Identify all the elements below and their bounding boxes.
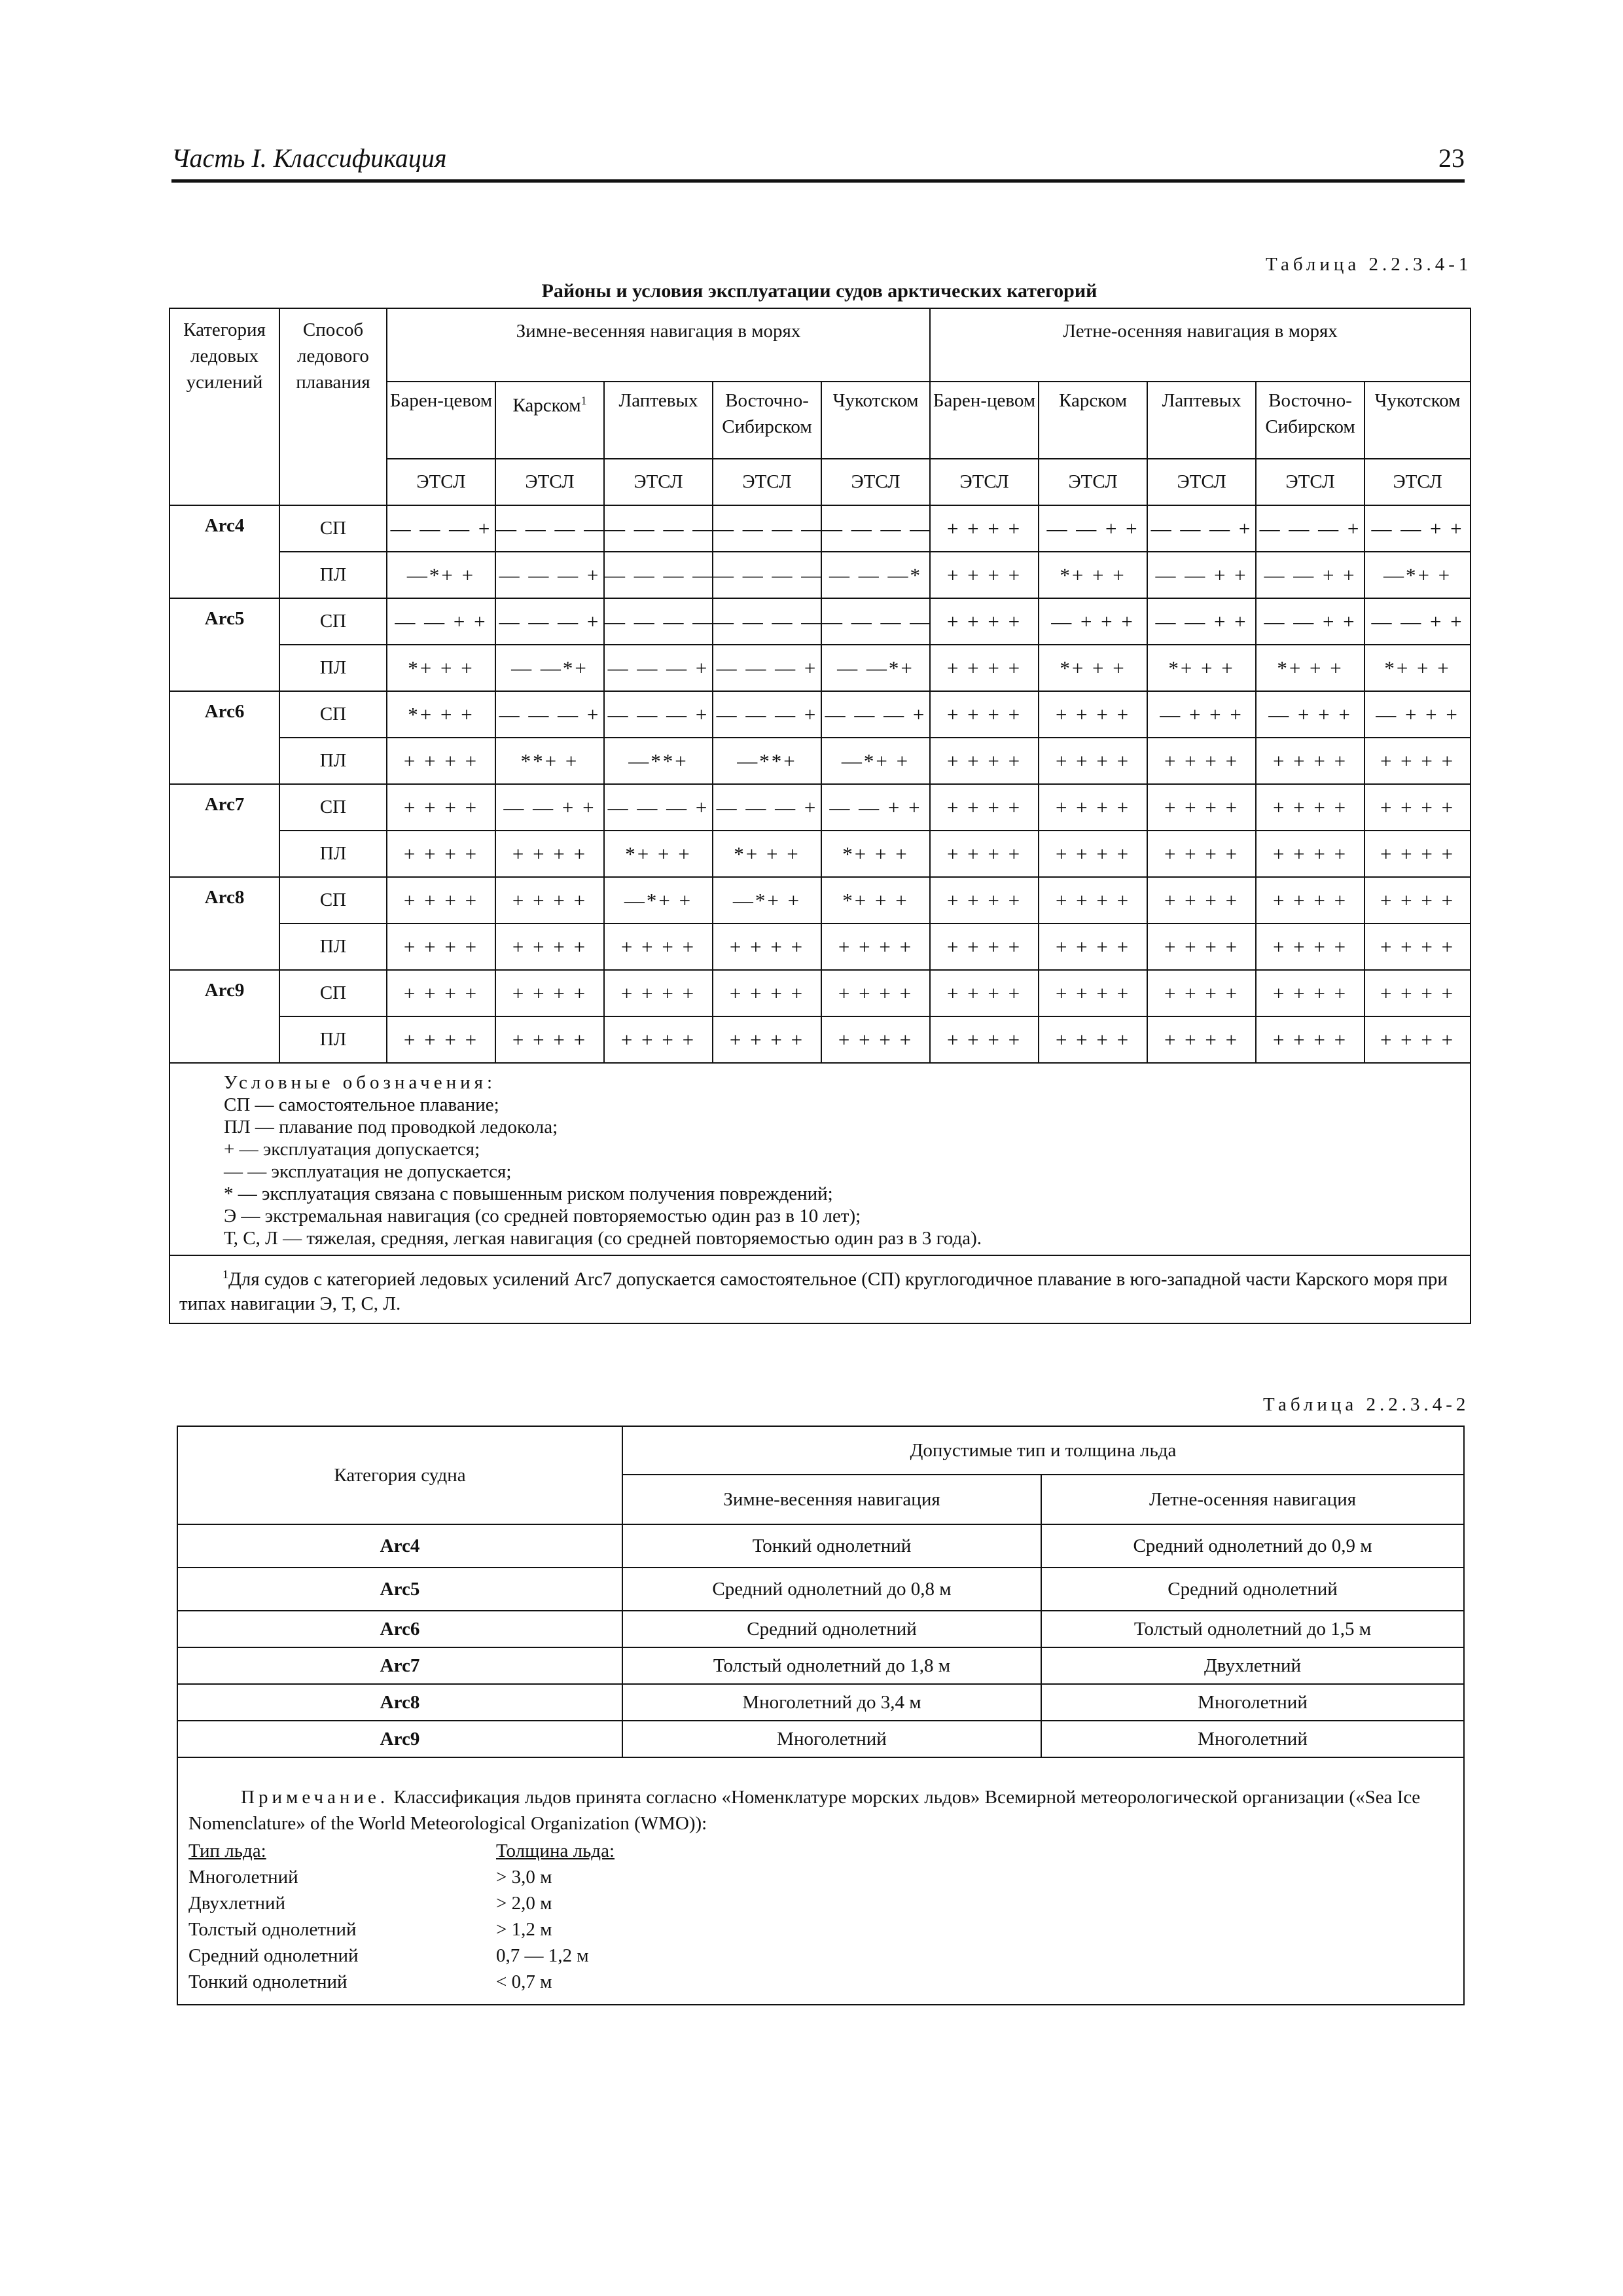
value-cell: — — — — [713, 598, 821, 645]
sea-header-winter-2: Лаптевых [604, 382, 713, 459]
value-cell: — —*+ [495, 645, 604, 691]
sea-header-summer-0: Барен-цевом [930, 382, 1039, 459]
method-cell: ПЛ [279, 738, 387, 784]
ice-type-heading: Тип льда: [188, 1840, 266, 1861]
ice-value-cell: Многолетний [1041, 1721, 1464, 1757]
value-cell: — — + + [1147, 598, 1256, 645]
ice-value-cell: Средний однолетний [622, 1611, 1041, 1647]
footnote-ref: 1 [580, 394, 587, 407]
ice-value-cell: Тонкий однолетний [622, 1524, 1041, 1568]
ice-thickness: > 2,0 м [496, 1893, 552, 1914]
method-cell: СП [279, 877, 387, 924]
value-cell: — — — + [495, 598, 604, 645]
group-header-summer: Летне-осенняя навигация в морях [930, 308, 1471, 382]
legend-cell [169, 1063, 1471, 1255]
value-cell: — — — + [495, 552, 604, 598]
note-heading: Примечание. [241, 1787, 389, 1808]
value-cell: — — + + [1256, 552, 1364, 598]
value-cell: + + + + [930, 738, 1039, 784]
value-cell: + + + + [1039, 1016, 1147, 1063]
ice-class-cell: Arc5 [169, 598, 279, 691]
table-row [169, 831, 1471, 877]
ice-value-cell: Средний однолетний [1041, 1568, 1464, 1611]
value-cell: — — — — [713, 552, 821, 598]
method-cell: СП [279, 598, 387, 645]
table-row [177, 1684, 1464, 1721]
method-cell: СП [279, 784, 387, 831]
value-cell: — — + + [1147, 552, 1256, 598]
value-cell: + + + + [495, 924, 604, 970]
col-header-category: Категория ледовых усилений [169, 308, 279, 505]
value-cell: + + + + [1364, 784, 1471, 831]
ice-value-cell: Толстый однолетний до 1,8 м [622, 1647, 1041, 1684]
sub-header-etsl: ЭТСЛ [604, 459, 713, 505]
ship-category-cell: Arc6 [177, 1611, 622, 1647]
value-cell: + + + + [495, 831, 604, 877]
value-cell: + + + + [1364, 738, 1471, 784]
ship-category-cell: Arc5 [177, 1568, 622, 1611]
value-cell: — — — + [604, 691, 713, 738]
method-cell: ПЛ [279, 924, 387, 970]
value-cell: — — — — [604, 552, 713, 598]
value-cell: + + + + [713, 924, 821, 970]
value-cell: — — + + [821, 784, 930, 831]
value-cell: — — — — [713, 505, 821, 552]
value-cell: — — — — [821, 598, 930, 645]
value-cell: — + + + [1039, 598, 1147, 645]
table-row [169, 645, 1471, 691]
sub-header-etsl: ЭТСЛ [821, 459, 930, 505]
value-cell: — + + + [1256, 691, 1364, 738]
value-cell: + + + + [930, 924, 1039, 970]
value-cell: *+ + + [387, 645, 495, 691]
table-row [169, 691, 1471, 738]
sea-header-winter-0: Барен-цевом [387, 382, 495, 459]
value-cell: + + + + [1147, 831, 1256, 877]
value-cell: —*+ + [1364, 552, 1471, 598]
value-cell: + + + + [930, 645, 1039, 691]
sea-header-summer-3: Восточно-Сибирском [1256, 382, 1364, 459]
method-cell: ПЛ [279, 831, 387, 877]
value-cell: — + + + [1364, 691, 1471, 738]
sub-header-etsl: ЭТСЛ [1039, 459, 1147, 505]
value-cell: — — — + [713, 784, 821, 831]
value-cell: + + + + [604, 924, 713, 970]
ship-category-cell: Arc7 [177, 1647, 622, 1684]
value-cell: — + + + [1147, 691, 1256, 738]
ice-type: Двухлетний [188, 1893, 286, 1914]
value-cell: + + + + [1147, 784, 1256, 831]
value-cell: + + + + [1364, 970, 1471, 1016]
value-cell: + + + + [387, 970, 495, 1016]
value-cell: + + + + [495, 1016, 604, 1063]
page-header [171, 143, 1465, 183]
table-ice-types [177, 1426, 1465, 2005]
value-cell: + + + + [604, 1016, 713, 1063]
value-cell: + + + + [387, 1016, 495, 1063]
ice-type: Тонкий однолетний [188, 1971, 348, 1992]
value-cell: + + + + [1147, 924, 1256, 970]
value-cell: — — — + [713, 691, 821, 738]
value-cell: —*+ + [713, 877, 821, 924]
value-cell: — — — + [604, 784, 713, 831]
value-cell: — — — + [713, 645, 821, 691]
value-cell: — — — — [604, 505, 713, 552]
sub-header-etsl: ЭТСЛ [495, 459, 604, 505]
ice-class-cell: Arc8 [169, 877, 279, 970]
value-cell: + + + + [930, 831, 1039, 877]
value-cell: *+ + + [1256, 645, 1364, 691]
sea-header-winter-1: Карском$^1$ [495, 382, 604, 459]
value-cell: + + + + [1256, 831, 1364, 877]
table-row [169, 738, 1471, 784]
value-cell: + + + + [1147, 970, 1256, 1016]
value-cell: + + + + [1147, 738, 1256, 784]
ice-class-cell: Arc6 [169, 691, 279, 784]
value-cell: *+ + + [387, 691, 495, 738]
value-cell: + + + + [821, 1016, 930, 1063]
value-cell: *+ + + [1039, 552, 1147, 598]
method-cell: ПЛ [279, 645, 387, 691]
value-cell: *+ + + [821, 877, 930, 924]
group-header-winter: Зимне-весенняя навигация в морях [387, 308, 930, 382]
legend-item: Т, С, Л — тяжелая, средняя, легкая навигация (со средней повторяемостью один раз в 3 года). [224, 1228, 982, 1249]
ice-class-cell: Arc7 [169, 784, 279, 877]
value-cell: — — + + [1039, 505, 1147, 552]
value-cell: + + + + [821, 970, 930, 1016]
value-cell: + + + + [930, 877, 1039, 924]
value-cell: + + + + [387, 924, 495, 970]
note-text: Классификация льдов принята согласно «Номенклатуре морских льдов» Всемирной метеорологической организации («Sea Ice Nomenclature» of the World Meteorological Organization (WMO)): [188, 1787, 1421, 1834]
value-cell: + + + + [713, 1016, 821, 1063]
value-cell: *+ + + [1364, 645, 1471, 691]
value-cell: + + + + [1364, 924, 1471, 970]
ice-thickness: > 1,2 м [496, 1919, 552, 1940]
value-cell: + + + + [1039, 877, 1147, 924]
legend-item: — — эксплуатация не допускается; [224, 1161, 512, 1182]
table-row [169, 970, 1471, 1016]
sub-header-etsl: ЭТСЛ [1147, 459, 1256, 505]
table-arctic-regions [169, 308, 1471, 1324]
value-cell: — — — + [604, 645, 713, 691]
value-cell: + + + + [1256, 924, 1364, 970]
sub-header-etsl: ЭТСЛ [930, 459, 1039, 505]
value-cell: — — + + [1364, 598, 1471, 645]
footnote-cell [169, 1255, 1471, 1323]
value-cell: + + + + [1039, 970, 1147, 1016]
value-cell: + + + + [387, 784, 495, 831]
value-cell: + + + + [1039, 738, 1147, 784]
sea-header-summer-1: Карском [1039, 382, 1147, 459]
table-row [177, 1611, 1464, 1647]
sea-header-summer-4: Чукотском [1364, 382, 1471, 459]
value-cell: + + + + [821, 924, 930, 970]
method-cell: СП [279, 691, 387, 738]
method-cell: СП [279, 970, 387, 1016]
value-cell: + + + + [930, 1016, 1039, 1063]
sea-header-winter-4: Чукотском [821, 382, 930, 459]
ice-thickness: > 3,0 м [496, 1867, 552, 1888]
footnote-mark: 1 [223, 1268, 228, 1281]
table-row [169, 924, 1471, 970]
legend-item: СП — самостоятельное плавание; [224, 1094, 499, 1115]
table1-title: Районы и условия эксплуатации судов арктических категорий [541, 280, 1097, 302]
ice-type: Многолетний [188, 1867, 298, 1888]
method-cell: ПЛ [279, 1016, 387, 1063]
value-cell: — — — — [604, 598, 713, 645]
sea-header-winter-3: Восточно-Сибирском [713, 382, 821, 459]
value-cell: + + + + [1364, 877, 1471, 924]
table-row [169, 598, 1471, 645]
value-cell: — — — + [495, 691, 604, 738]
sub-header-etsl: ЭТСЛ [387, 459, 495, 505]
value-cell: —*+ + [821, 738, 930, 784]
ice-value-cell: Многолетний до 3,4 м [622, 1684, 1041, 1721]
col-header-ship-category: Категория судна [177, 1426, 622, 1524]
table-row [169, 877, 1471, 924]
table-row [169, 784, 1471, 831]
sub-header-etsl: ЭТСЛ [1364, 459, 1471, 505]
col-header-winter-nav: Зимне-весенняя навигация [622, 1475, 1041, 1524]
table1-label: Таблица 2.2.3.4-1 [1266, 254, 1472, 275]
note-cell [177, 1757, 1464, 2005]
table-row [177, 1721, 1464, 1757]
ice-thickness: 0,7 — 1,2 м [496, 1945, 589, 1966]
value-cell: — — — + [821, 691, 930, 738]
ice-type: Средний однолетний [188, 1945, 359, 1966]
value-cell: — —*+ [821, 645, 930, 691]
value-cell: — — — + [1256, 505, 1364, 552]
value-cell: + + + + [930, 505, 1039, 552]
value-cell: + + + + [1256, 970, 1364, 1016]
value-cell: + + + + [930, 970, 1039, 1016]
running-title: Часть I. Классификация [171, 143, 447, 173]
ice-value-cell: Средний однолетний до 0,9 м [1041, 1524, 1464, 1568]
ice-thickness-list [188, 1838, 1453, 1995]
ice-class-cell: Arc9 [169, 970, 279, 1063]
value-cell: + + + + [387, 877, 495, 924]
value-cell: + + + + [1039, 831, 1147, 877]
value-cell: + + + + [1039, 784, 1147, 831]
value-cell: + + + + [495, 970, 604, 1016]
value-cell: *+ + + [604, 831, 713, 877]
ice-value-cell: Двухлетний [1041, 1647, 1464, 1684]
ice-value-cell: Толстый однолетний до 1,5 м [1041, 1611, 1464, 1647]
ship-category-cell: Arc9 [177, 1721, 622, 1757]
value-cell: + + + + [713, 970, 821, 1016]
table2-label: Таблица 2.2.3.4-2 [1263, 1394, 1470, 1415]
method-cell: СП [279, 505, 387, 552]
value-cell: + + + + [1256, 784, 1364, 831]
sea-header-summer-2: Лаптевых [1147, 382, 1256, 459]
value-cell: — — — — [821, 505, 930, 552]
table-row [177, 1647, 1464, 1684]
col-header-method: Способ ледового плавания [279, 308, 387, 505]
group-header-ice: Допустимые тип и толщина льда [622, 1426, 1464, 1475]
value-cell: **+ + [495, 738, 604, 784]
legend-item: Э — экстремальная навигация (со средней повторяемостью один раз в 10 лет); [224, 1206, 861, 1227]
value-cell: — — + + [1364, 505, 1471, 552]
table-row [169, 552, 1471, 598]
table-row [177, 1568, 1464, 1611]
value-cell: — — + + [387, 598, 495, 645]
value-cell: — — — + [1147, 505, 1256, 552]
value-cell: + + + + [1039, 924, 1147, 970]
ice-type: Толстый однолетний [188, 1919, 357, 1940]
value-cell: + + + + [1039, 691, 1147, 738]
value-cell: + + + + [1364, 1016, 1471, 1063]
sub-header-etsl: ЭТСЛ [1256, 459, 1364, 505]
table-row [177, 1524, 1464, 1568]
value-cell: — — — — [495, 505, 604, 552]
value-cell: — — —* [821, 552, 930, 598]
legend-item: * — эксплуатация связана с повышенным риском получения повреждений; [224, 1183, 833, 1204]
value-cell: + + + + [930, 691, 1039, 738]
value-cell: *+ + + [1147, 645, 1256, 691]
ice-value-cell: Средний однолетний до 0,8 м [622, 1568, 1041, 1611]
ice-thickness-heading: Толщина льда: [496, 1840, 615, 1861]
table-row [169, 1016, 1471, 1063]
value-cell: *+ + + [713, 831, 821, 877]
table-row [169, 505, 1471, 552]
ice-value-cell: Многолетний [622, 1721, 1041, 1757]
value-cell: *+ + + [1039, 645, 1147, 691]
value-cell: *+ + + [821, 831, 930, 877]
value-cell: —*+ + [387, 552, 495, 598]
value-cell: + + + + [604, 970, 713, 1016]
ship-category-cell: Arc4 [177, 1524, 622, 1568]
value-cell: + + + + [930, 784, 1039, 831]
legend-item: + — эксплуатация допускается; [224, 1139, 480, 1160]
page-number: 23 [1438, 143, 1465, 173]
value-cell: + + + + [930, 598, 1039, 645]
ice-thickness: < 0,7 м [496, 1971, 552, 1992]
value-cell: + + + + [387, 738, 495, 784]
value-cell: + + + + [1256, 877, 1364, 924]
value-cell: + + + + [1147, 877, 1256, 924]
ice-value-cell: Многолетний [1041, 1684, 1464, 1721]
value-cell: — — — + [387, 505, 495, 552]
method-cell: ПЛ [279, 552, 387, 598]
value-cell: —**+ [713, 738, 821, 784]
value-cell: + + + + [495, 877, 604, 924]
value-cell: + + + + [930, 552, 1039, 598]
value-cell: — — + + [1256, 598, 1364, 645]
value-cell: + + + + [1147, 1016, 1256, 1063]
sub-header-etsl: ЭТСЛ [713, 459, 821, 505]
value-cell: + + + + [1364, 831, 1471, 877]
value-cell: —*+ + [604, 877, 713, 924]
ice-class-cell: Arc4 [169, 505, 279, 598]
legend-item: ПЛ — плавание под проводкой ледокола; [224, 1117, 558, 1138]
ship-category-cell: Arc8 [177, 1684, 622, 1721]
legend-heading: Условные обозначения: [224, 1072, 497, 1093]
footnote-text: Для судов с категорией ледовых усилений Arc7 допускается самостоятельное (СП) круглогодичное плавание в юго-западной части Карского моря при типах навигации Э, Т, С, Л. [179, 1268, 1448, 1314]
value-cell: + + + + [387, 831, 495, 877]
value-cell: — — + + [495, 784, 604, 831]
value-cell: —**+ [604, 738, 713, 784]
col-header-summer-nav: Летне-осенняя навигация [1041, 1475, 1464, 1524]
value-cell: + + + + [1256, 1016, 1364, 1063]
value-cell: + + + + [1256, 738, 1364, 784]
